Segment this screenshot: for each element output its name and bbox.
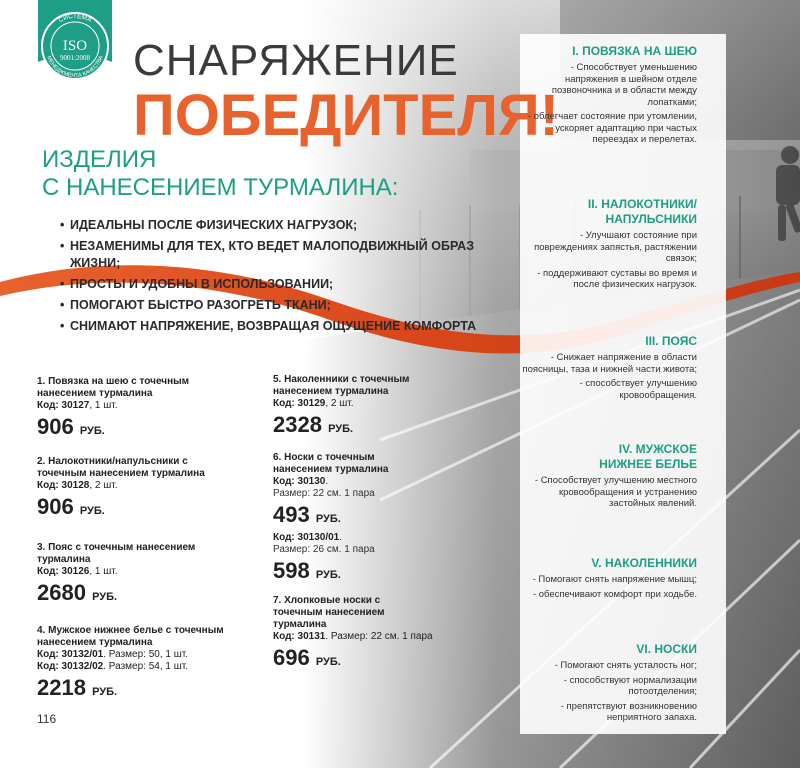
product-name: 3. Пояс с точечным нанесением турмалина	[37, 542, 196, 565]
product-price: 598 РУБ.	[273, 558, 341, 583]
product-price: 493 РУБ.	[273, 502, 341, 527]
feature-mens-underwear	[517, 442, 697, 513]
feature-elbow-pads	[527, 197, 697, 294]
iso-badge	[34, 0, 116, 108]
benefit-item: • ПОМОГАЮТ БЫСТРО РАЗОГРЕТЬ ТКАНИ;	[60, 297, 480, 314]
benefit-item: • ИДЕАЛЬНЫ ПОСЛЕ ФИЗИЧЕСКИХ НАГРУЗОК;	[60, 217, 480, 234]
feature-title: I. ПОВЯЗКА НА ШЕЮ	[572, 44, 697, 58]
page-number: 116	[37, 712, 57, 726]
benefits-list	[60, 217, 480, 339]
feature-knee-pads	[517, 556, 697, 603]
product-mens-underwear	[37, 625, 237, 705]
product-price: 906 РУБ.	[37, 494, 105, 519]
product-neck-band	[37, 376, 207, 444]
feature-line: - препятствуют возникновению неприятного запаха.	[560, 700, 697, 723]
feature-belt	[517, 334, 697, 404]
feature-line: - способствует улучшению кровообращения.	[579, 378, 697, 401]
feature-title: V. НАКОЛЕННИКИ	[591, 556, 697, 570]
product-size: Размер: 26 см. 1 пара	[273, 544, 375, 555]
product-name: 4. Мужское нижнее белье с точечным нанесением турмалина	[37, 625, 224, 648]
feature-line: - Помогают снять усталость ног;	[554, 660, 697, 671]
feature-line: - Помогают снять напряжение мышц;	[532, 574, 697, 585]
product-price: 2680 РУБ.	[37, 580, 118, 605]
product-price: 2328 РУБ.	[273, 412, 354, 437]
product-code: Код: 30126, 1 шт.	[37, 566, 118, 577]
product-price: 906 РУБ.	[37, 414, 105, 439]
product-code: Код: 30132/01. Размер: 50, 1 шт.	[37, 649, 189, 660]
product-code: Код: 30129, 2 шт.	[273, 398, 354, 409]
feature-title: VI. НОСКИ	[636, 642, 697, 656]
iso-label: ISO	[62, 38, 88, 54]
product-code: Код: 30131. Размер: 22 см. 1 пара	[273, 631, 433, 642]
feature-socks	[517, 642, 697, 727]
product-code: Код: 30128, 2 шт.	[37, 480, 118, 491]
product-name: 6. Носки с точечным нанесением турмалина	[273, 452, 389, 475]
benefit-item: • ПРОСТЫ И УДОБНЫ В ИСПОЛЬЗОВАНИИ;	[60, 276, 480, 293]
product-code: Код: 30130/01.	[273, 532, 343, 543]
feature-title: III. ПОЯС	[645, 334, 697, 348]
feature-line: - облегчает состояние при утомлении, ускоряет адаптацию при частых переездах и перелетах.	[527, 111, 697, 145]
product-code: Код: 30130.	[273, 476, 329, 487]
iso-ring-bottom: МЕНЕДЖМЕНТА КАЧЕСТВА	[45, 55, 105, 80]
feature-title: II. НАЛОКОТНИКИ/ НАПУЛЬСНИКИ	[587, 197, 697, 226]
product-knee-pads	[273, 374, 423, 442]
page-title-line2: ПОБЕДИТЕЛЯ!	[133, 83, 559, 148]
feature-line: - Улучшают состояние при повреждениях запястья, растяжении связок;	[534, 230, 697, 264]
product-price: 2218 РУБ.	[37, 675, 118, 700]
product-code: Код: 30132/02. Размер: 54, 1 шт.	[37, 661, 189, 672]
feature-line: - Способствует уменьшению напряжения в шейном отделе позвоночника и в области между лопатками;	[551, 62, 697, 108]
product-name: 7. Хлопковые носки с точечным нанесением турмалина	[273, 595, 385, 630]
product-belt	[37, 542, 207, 610]
iso-standard: 9001:2008	[60, 54, 90, 62]
product-name: 2. Налокотники/напульсники с точечным нанесением турмалина	[37, 456, 205, 479]
feature-line: - обеспечивают комфорт при ходьбе.	[532, 588, 697, 600]
product-elbow-pads	[37, 456, 207, 524]
feature-line: - поддерживают суставы во время и после физических нагрузок.	[537, 267, 697, 290]
subtitle-line2: С НАНЕСЕНИЕМ ТУРМАЛИНА:	[42, 174, 399, 201]
product-price: 696 РУБ.	[273, 645, 341, 670]
feature-title: IV. МУЖСКОЕ НИЖНЕЕ БЕЛЬЕ	[599, 442, 697, 471]
feature-line: - Снижает напряжение в области поясницы, таза и нижней части живота;	[522, 352, 697, 375]
product-size: Размер: 22 см. 1 пара	[273, 488, 375, 499]
product-socks	[273, 452, 413, 588]
benefit-item: • СНИМАЮТ НАПРЯЖЕНИЕ, ВОЗВРАЩАЯ ОЩУЩЕНИЕ КОМФОРТА	[60, 318, 480, 335]
feature-line: - способствуют нормализации потоотделения;	[563, 674, 697, 697]
product-name: 5. Наколенники с точечным нанесением турмалина	[273, 374, 410, 397]
feature-line: - Способствует улучшению местного кровообращения и устранению застойных явлений.	[534, 475, 697, 509]
feature-neck-band	[517, 44, 697, 149]
subtitle-line1: ИЗДЕЛИЯ	[42, 146, 157, 173]
page-title-line1: СНАРЯЖЕНИЕ	[133, 36, 459, 85]
benefit-item: • НЕЗАМЕНИМЫ ДЛЯ ТЕХ, КТО ВЕДЕТ МАЛОПОДВИЖНЫЙ ОБРАЗ ЖИЗНИ;	[60, 238, 480, 272]
product-name: 1. Повязка на шею с точечным нанесением турмалина	[37, 376, 190, 399]
product-code: Код: 30127, 1 шт.	[37, 400, 118, 411]
product-cotton-socks	[273, 595, 453, 675]
iso-ring-top: СИСТЕМА	[57, 12, 93, 25]
